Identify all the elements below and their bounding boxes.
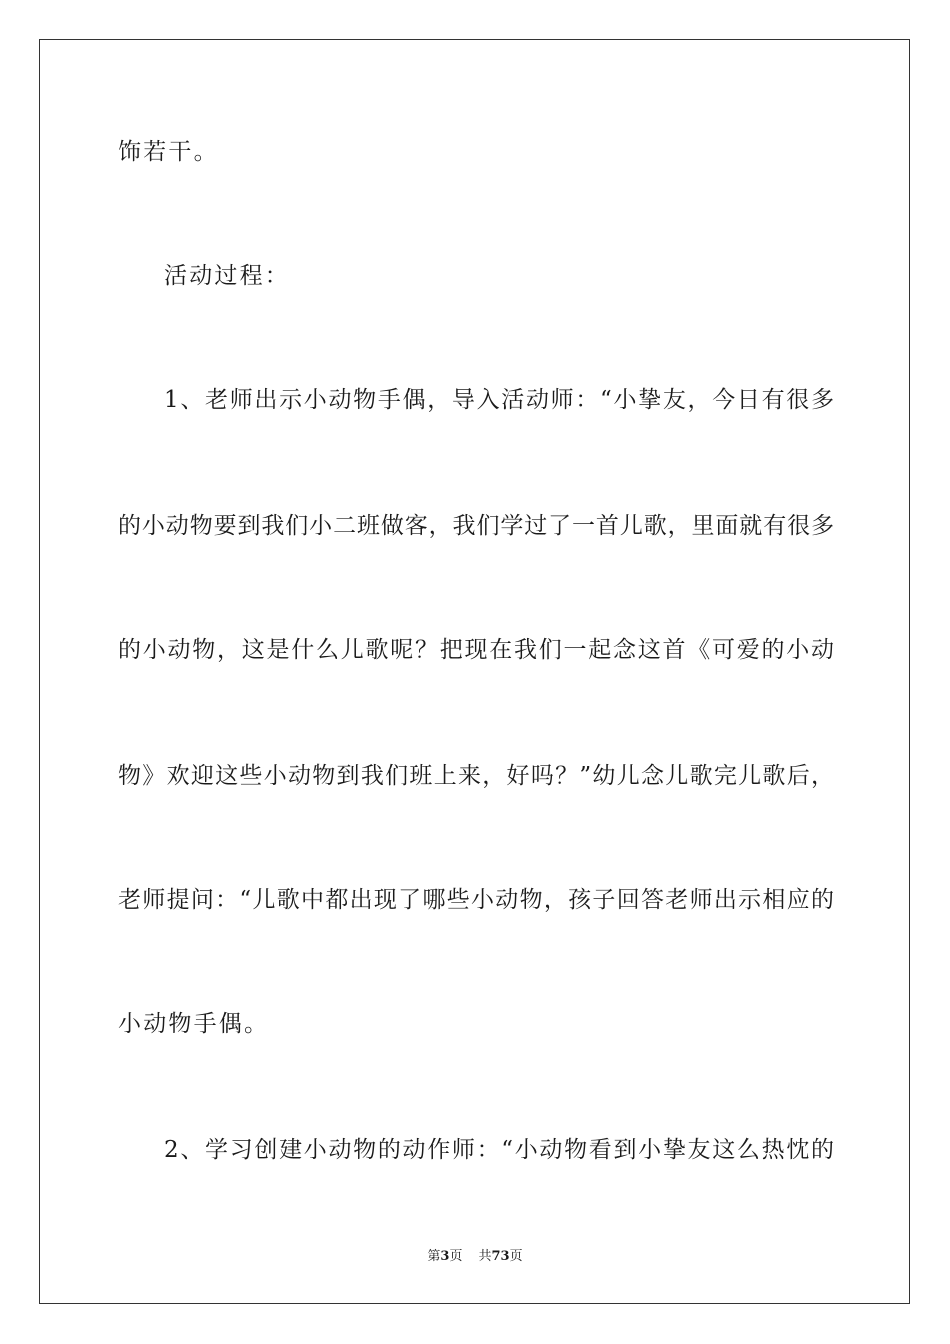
body-line-9: 2、学习创建小动物的动作师：“小动物看到小挚友这么热忱的 — [164, 1137, 834, 1163]
section-heading: 活动过程： — [164, 263, 290, 289]
body-line-6: 物》欢迎这些小动物到我们班上来，好吗？”幼儿念儿歌完儿歌后， — [118, 763, 834, 789]
page-footer — [0, 1249, 950, 1265]
footer-total-prefix: 共 — [478, 1249, 492, 1264]
body-line-1: 饰若干。 — [118, 139, 219, 165]
page-border — [39, 39, 910, 1304]
body-line-8: 小动物手偶。 — [118, 1011, 270, 1037]
footer-total-suffix: 页 — [509, 1249, 523, 1264]
body-line-4: 的小动物要到我们小二班做客，我们学过了一首儿歌，里面就有很多 — [118, 513, 834, 539]
body-line-3: 1、老师出示小动物手偶，导入活动师：“小挚友，今日有很多 — [164, 387, 834, 413]
body-line-7: 老师提问：“儿歌中都出现了哪些小动物，孩子回答老师出示相应的 — [118, 887, 834, 913]
footer-total-pages: 73 — [491, 1249, 510, 1264]
footer-page-suffix: 页 — [449, 1249, 463, 1264]
footer-page-number: 3 — [440, 1249, 450, 1264]
body-line-5: 的小动物，这是什么儿歌呢？把现在我们一起念这首《可爱的小动 — [118, 637, 834, 663]
footer-page-prefix: 第 — [427, 1249, 441, 1264]
